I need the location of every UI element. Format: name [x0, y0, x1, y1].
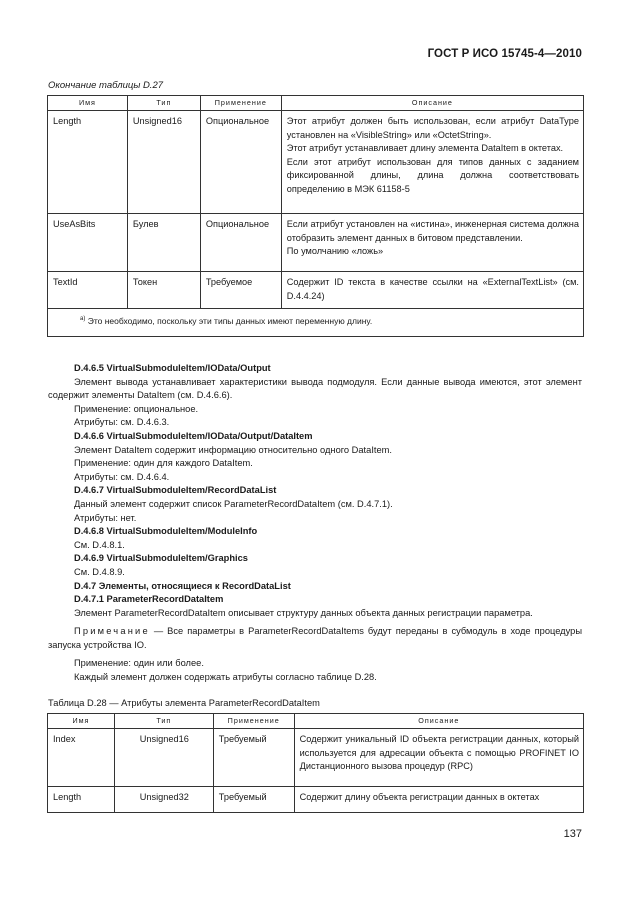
- paragraph: Элемент ParameterRecordDataItem описывает структуру данных объекта данных регистрации параметра.: [74, 607, 533, 618]
- paragraph: Применение: один для каждого DataItem.: [74, 458, 253, 469]
- table-footnote-row: [48, 309, 584, 337]
- footnote-text: Это необходимо, поскольку эти типы данных имеют переменную длину.: [87, 315, 373, 326]
- cell-type: Unsigned32: [139, 792, 189, 802]
- paragraph: Атрибуты: см. D.4.6.3.: [74, 417, 170, 428]
- standard-header: ГОСТ Р ИСО 15745-4—2010: [427, 48, 582, 60]
- paragraph: Атрибуты: см. D.4.6.4.: [74, 471, 170, 482]
- cell-usage: Требуемый: [218, 734, 267, 744]
- footnote-mark: a): [80, 316, 86, 322]
- cell-type: Булев: [132, 219, 159, 229]
- section-heading: D.4.6.5 VirtualSubmoduleItem/IOData/Output: [74, 363, 271, 373]
- cell-name: Length: [53, 116, 82, 126]
- cell-description-line: Содержит ID текста в качестве ссылки на «ExternalTextList» (см. D.4.4.24): [286, 277, 579, 301]
- cell-name: TextId: [53, 277, 78, 287]
- cell-type: Unsigned16: [139, 734, 189, 744]
- cell-name: Length: [53, 792, 82, 802]
- cell-name: UseAsBits: [53, 219, 96, 229]
- cell-description-line: Если этот атрибут использован для типов данных с заданием фиксированной длины, длина должна соответствовать определению в МЭК 61158-5: [286, 156, 579, 194]
- section-heading: D.4.6.8 VirtualSubmoduleItem/ModuleInfo: [74, 526, 258, 537]
- section-heading: D.4.7 Элементы, относящиеся к RecordDataList: [74, 580, 291, 591]
- paragraph: Элемент DataItem содержит информацию относительно одного DataItem.: [74, 444, 392, 455]
- column-header: Применение: [200, 96, 281, 111]
- section-heading: D.4.6.6 VirtualSubmoduleItem/IOData/Output/DataItem: [74, 430, 313, 441]
- cell-description: Содержит длину объекта регистрации данных в октетах: [299, 792, 540, 802]
- column-header: Имя: [48, 96, 128, 111]
- table-header-row: [48, 714, 584, 729]
- paragraph: См. D.4.8.1.: [74, 539, 125, 550]
- cell-usage: Опциональное: [205, 219, 270, 229]
- column-header: Имя: [48, 714, 115, 729]
- paragraph: Данный элемент содержит список ParameterRecordDataItem (см. D.4.7.1).: [74, 498, 393, 509]
- table-row: [48, 729, 584, 787]
- column-header: Тип: [127, 96, 200, 111]
- note-label: Примечание: [74, 626, 150, 637]
- column-header: Применение: [213, 714, 294, 729]
- cell-usage: Требуемый: [218, 792, 267, 802]
- cell-usage: Опциональное: [205, 116, 270, 126]
- cell-usage: Требуемое: [205, 277, 253, 287]
- body-text: [48, 362, 582, 685]
- cell-description-line: Этот атрибут должен быть использован, если атрибут DataType установлен на «VisibleString» или «OctetString».: [286, 116, 579, 140]
- cell-name: Index: [53, 734, 76, 744]
- section-heading: D.4.7.1 ParameterRecordDataItem: [74, 594, 224, 605]
- paragraph: Элемент вывода устанавливает характеристики вывода подмодуля. Если данные вывода имеются, этот элемент содержит элементы DataItem (см. D.4.6.6).: [48, 376, 582, 401]
- table-row: [48, 111, 584, 214]
- column-header: Описание: [281, 96, 583, 111]
- table-row: [48, 272, 584, 309]
- cell-description-line: Если атрибут установлен на «истина», инженерная система должна отобразить элемент данных в битовом представлении.: [286, 219, 579, 243]
- page-number: 137: [563, 828, 582, 840]
- paragraph: См. D.4.8.9.: [74, 566, 125, 577]
- section-heading: D.4.6.7 VirtualSubmoduleItem/RecordDataList: [74, 485, 277, 496]
- cell-description-line: Этот атрибут устанавливает длину элемента DataItem в октетах.: [286, 143, 564, 153]
- note-text: — Все параметры в ParameterRecordDataItems будут переданы в субмодуль в ходе процедуры запуска устройства IO.: [48, 626, 582, 650]
- note: [48, 625, 582, 652]
- table-header-row: [48, 96, 584, 111]
- paragraph: Атрибуты: нет.: [74, 512, 137, 523]
- cell-description-line: По умолчанию «ложь»: [286, 246, 384, 256]
- column-header: Тип: [114, 714, 213, 729]
- section-heading: D.4.6.9 VirtualSubmoduleItem/Graphics: [74, 553, 248, 564]
- column-header: Описание: [294, 714, 583, 729]
- paragraph: Применение: один или более.: [74, 658, 204, 669]
- table-row: [48, 214, 584, 272]
- table-d27-caption: Окончание таблицы D.27: [48, 80, 164, 91]
- cell-description: Содержит уникальный ID объекта регистрации данных, который используется для адресации объекта с помощью PROFINET IO Дистанционного вызова процедур (RPC): [299, 734, 579, 771]
- cell-type: Токен: [132, 277, 158, 287]
- table-d28: [47, 713, 584, 813]
- paragraph: Каждый элемент должен содержать атрибуты согласно таблице D.28.: [74, 672, 377, 683]
- table-d27: [47, 95, 584, 337]
- table-d28-caption: Таблица D.28 — Атрибуты элемента ParameterRecordDataItem: [48, 698, 320, 708]
- paragraph: Применение: опциональное.: [74, 403, 199, 414]
- table-row: [48, 787, 584, 813]
- cell-type: Unsigned16: [132, 116, 182, 126]
